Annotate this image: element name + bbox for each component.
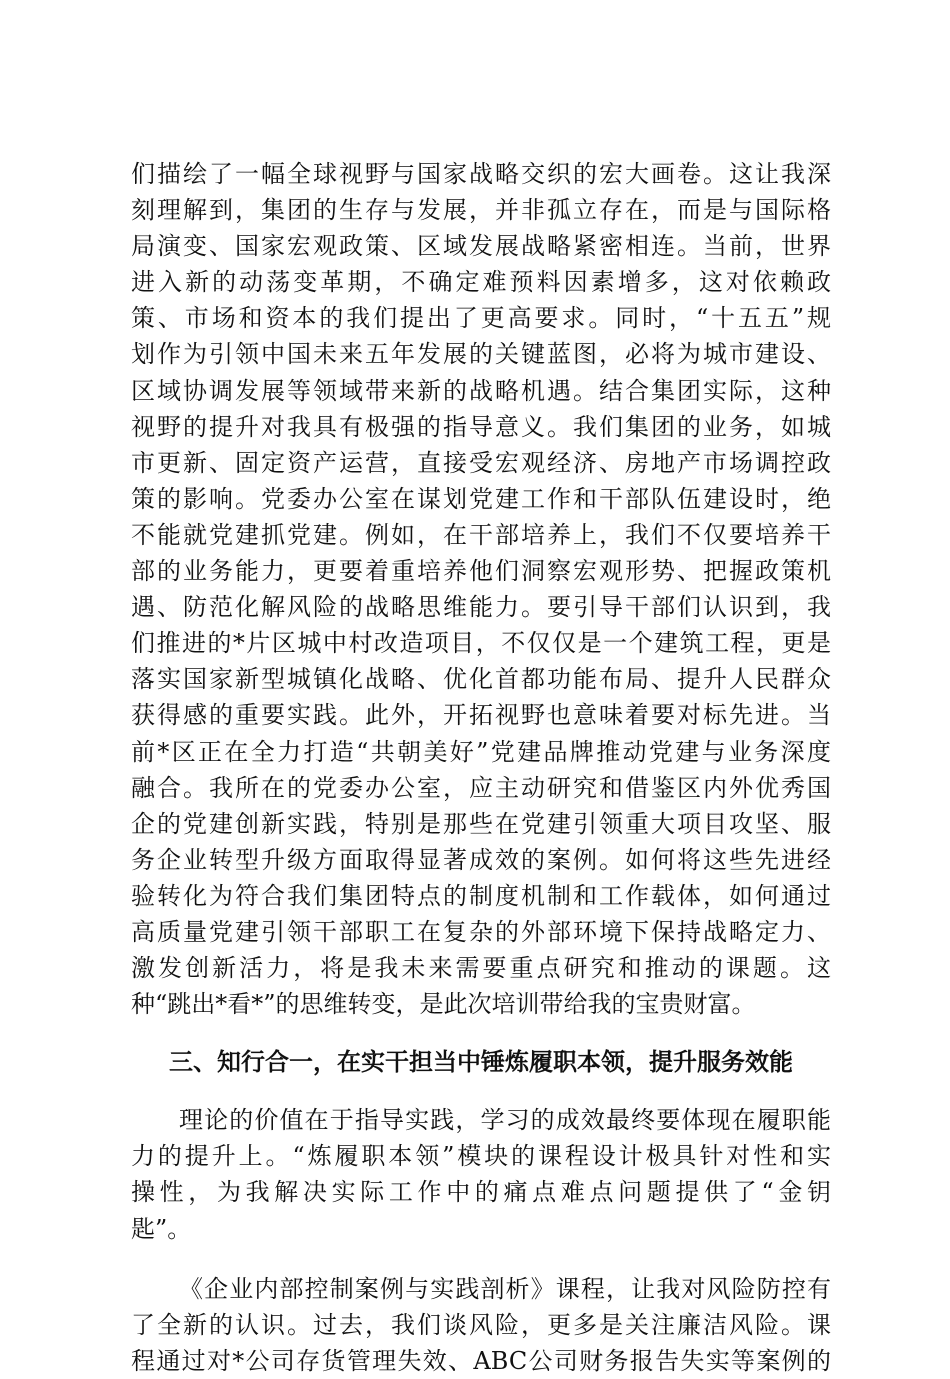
text-line: 操性，为我解决实际工作中的痛点难点问题提供了“金钥 (131, 1178, 831, 1207)
paragraph-practice-value (131, 1102, 831, 1246)
text-line: 们描绘了一幅全球视野与国家战略交织的宏大画卷。这让我深 (131, 160, 831, 188)
text-line: 刻理解到，集团的生存与发展，并非孤立存在，而是与国际格 (131, 196, 831, 225)
text-line: 策的影响。党委办公室在谋划党建工作和干部队伍建设时，绝 (131, 484, 831, 513)
text-line: 务企业转型升级方面取得显著成效的案例。如何将这些先进经 (131, 845, 831, 874)
text-line: 局演变、国家宏观政策、区域发展战略紧密相连。当前，世界 (131, 232, 831, 261)
text-line: 《企业内部控制案例与实践剖析》课程，让我对风险防控有 (179, 1274, 831, 1303)
text-line: 划作为引领中国未来五年发展的关键蓝图，必将为城市建设、 (131, 340, 831, 369)
text-line: 程通过对*公司存货管理失效、ABC公司财务报告失实等案例的 (131, 1346, 831, 1375)
text-line: 匙”。 (131, 1214, 192, 1243)
text-line: 部的业务能力，更要着重培养他们洞察宏观形势、把握政策机 (131, 557, 831, 586)
text-line: 视野的提升对我具有极强的指导意义。我们集团的业务，如城 (131, 412, 831, 441)
text-line: 进入新的动荡变革期，不确定难预料因素增多，这对依赖政 (131, 268, 831, 297)
text-line: 理论的价值在于指导实践，学习的成效最终要体现在履职能 (179, 1106, 831, 1135)
text-line: 前*区正在全力打造“共朝美好”党建品牌推动党建与业务深度 (131, 737, 831, 766)
text-line: 验转化为符合我们集团特点的制度机制和工作载体，如何通过 (131, 881, 831, 910)
text-line: 区域协调发展等领域带来新的战略机遇。结合集团实际，这种 (131, 376, 831, 405)
text-line: 策、市场和资本的我们提出了更高要求。同时，“十五五”规 (131, 304, 831, 333)
text-line: 遇、防范化解风险的战略思维能力。要引导干部们认识到，我 (131, 593, 831, 622)
text-line: 种“跳出*看*”的思维转变，是此次培训带给我的宝贵财富。 (131, 990, 756, 1019)
section-heading: 三、知行合一，在实干担当中锤炼履职本领，提升服务效能 (169, 1048, 793, 1077)
text-line: 企的党建创新实践，特别是那些在党建引领重大项目攻坚、服 (131, 809, 831, 838)
text-line: 市更新、固定资产运营，直接受宏观经济、房地产市场调控政 (131, 448, 831, 477)
text-line: 们推进的*片区城中村改造项目，不仅仅是一个建筑工程，更是 (131, 629, 831, 658)
text-line: 获得感的重要实践。此外，开拓视野也意味着要对标先进。当 (131, 701, 831, 730)
text-line: 不能就党建抓党建。例如，在干部培养上，我们不仅要培养干 (131, 520, 831, 549)
text-line: 融合。我所在的党委办公室，应主动研究和借鉴区内外优秀国 (131, 773, 831, 802)
paragraph-global-vision (131, 156, 831, 1022)
text-line: 落实国家新型城镇化战略、优化首都功能布局、提升人民群众 (131, 665, 831, 694)
text-line: 了全新的认识。过去，我们谈风险，更多是关注廉洁风险。课 (131, 1310, 831, 1339)
text-line: 高质量党建引领干部职工在复杂的外部环境下保持战略定力、 (131, 917, 831, 946)
document-body (131, 156, 831, 1379)
text-line: 激发创新活力，将是我未来需要重点研究和推动的课题。这 (131, 954, 831, 983)
paragraph-internal-control (131, 1271, 831, 1379)
text-line: 力的提升上。“炼履职本领”模块的课程设计极具针对性和实 (131, 1142, 831, 1171)
